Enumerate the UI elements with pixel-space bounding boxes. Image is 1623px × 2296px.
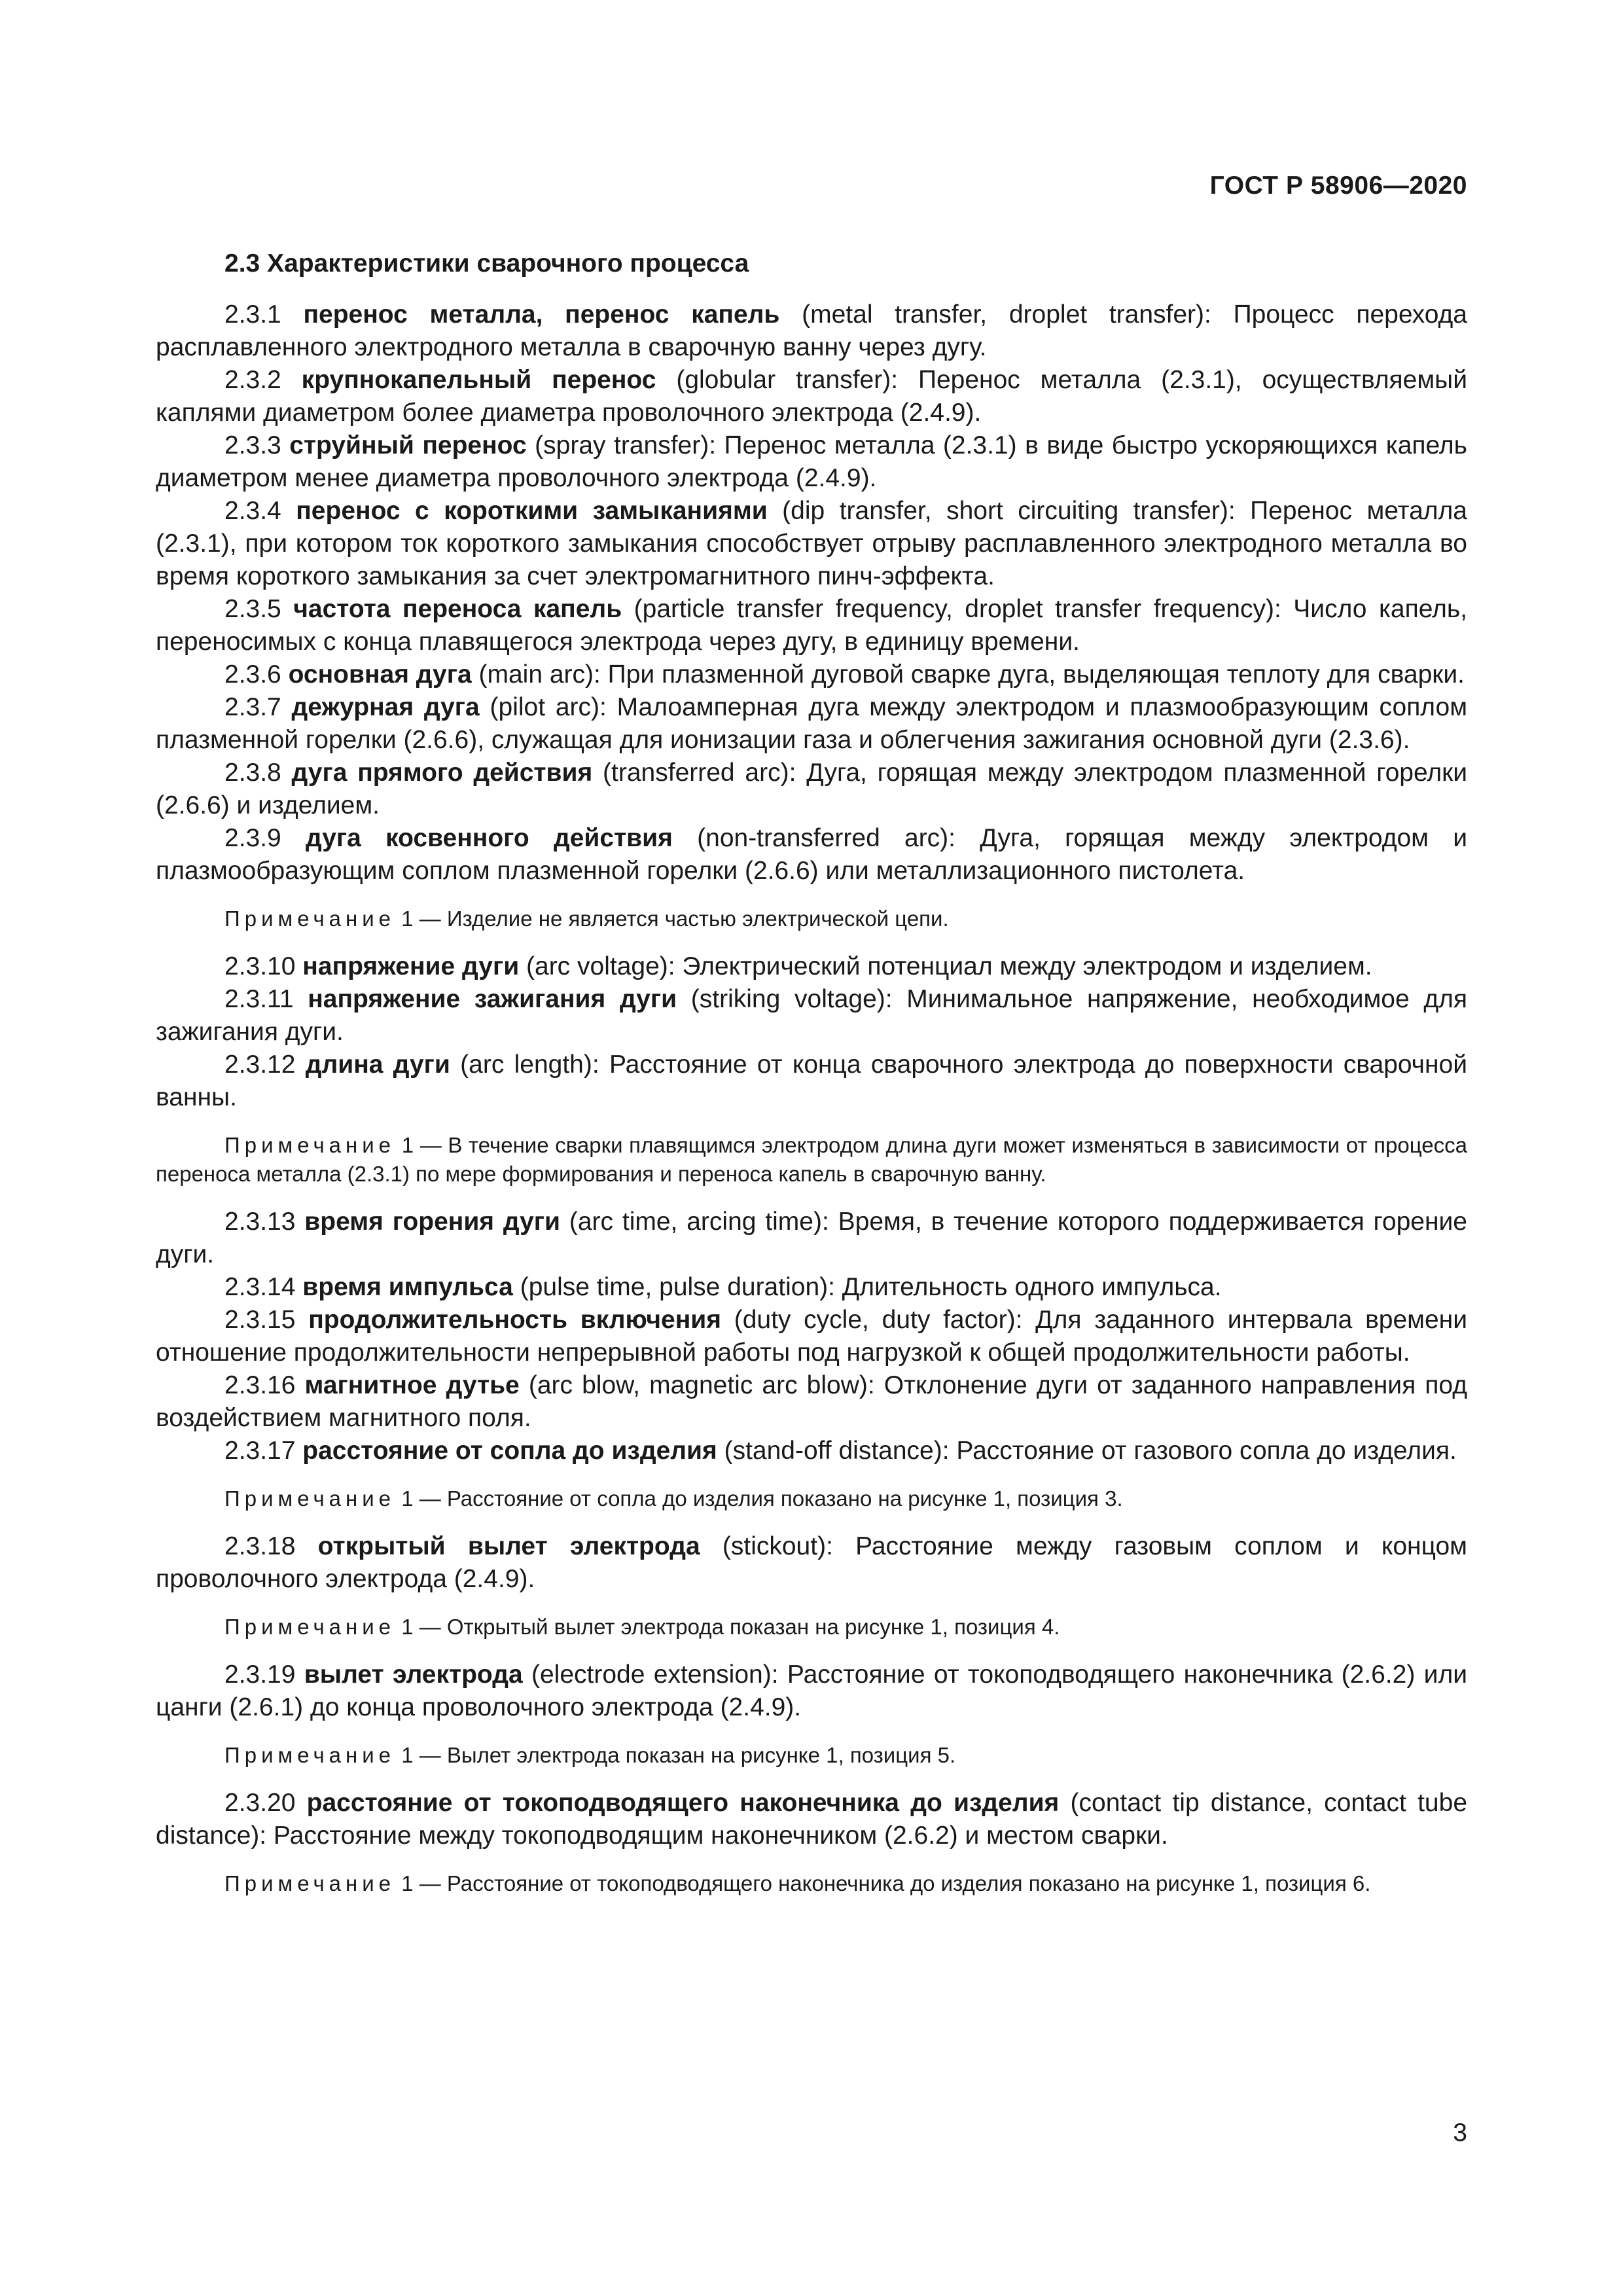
note-text: 1 — Расстояние от сопла до изделия показано на рисунке 1, позиция 3. bbox=[401, 1486, 1123, 1511]
term-name: расстояние от сопла до изделия bbox=[302, 1437, 717, 1465]
note bbox=[156, 1484, 1467, 1513]
term-name: дуга прямого действия bbox=[291, 759, 593, 787]
term-definition: (arc blow, magnetic arc blow): Отклонение дуги от заданного направления под воздействием магнитного поля. bbox=[156, 1371, 1468, 1432]
note-label: Примечание bbox=[224, 1486, 396, 1511]
term-definition: (stickout): Расстояние между газовым соплом и концом проволочного электрода (2.4.9). bbox=[156, 1532, 1467, 1593]
term-definition: (spray transfer): Перенос металла (2.3.1) в виде быстро ускоряющихся капель диаметром менее диаметра проволочного электрода (2.4.9). bbox=[156, 431, 1467, 492]
term-definition: (duty cycle, duty factor): Для заданного интервала времени отношение продолжительности непрерывной работы под нагрузкой к общей продолжительности работы. bbox=[156, 1306, 1467, 1367]
term-name: напряжение дуги bbox=[302, 952, 520, 980]
term-entry bbox=[156, 1435, 1467, 1467]
term-number: 2.3.17 bbox=[224, 1437, 296, 1465]
term-definition: (contact tip distance, contact tube distance): Расстояние между токоподводящим наконечником (2.6.2) и местом сварки. bbox=[156, 1789, 1468, 1850]
term-number: 2.3.3 bbox=[224, 431, 281, 459]
term-name: вылет электрода bbox=[304, 1660, 523, 1689]
term-definition: (arc voltage): Электрический потенциал между электродом и изделием. bbox=[526, 952, 1372, 980]
term-name: струйный перенос bbox=[289, 431, 527, 459]
term-entry bbox=[156, 298, 1467, 364]
term-definition: (pulse time, pulse duration): Длительность одного импульса. bbox=[520, 1273, 1222, 1301]
term-definition: (striking voltage): Минимальное напряжение, необходимое для зажигания дуги. bbox=[156, 985, 1468, 1046]
term-name: время горения дуги bbox=[304, 1208, 561, 1236]
term-entry bbox=[156, 1206, 1467, 1271]
term-number: 2.3.11 bbox=[224, 985, 294, 1013]
note-label: Примечание bbox=[224, 1743, 396, 1767]
term-entry bbox=[156, 495, 1467, 593]
term-entry bbox=[156, 1369, 1467, 1435]
term-entry bbox=[156, 950, 1467, 983]
note bbox=[156, 905, 1467, 933]
term-definition: (arc length): Расстояние от конца сварочного электрода до поверхности сварочной ванны. bbox=[156, 1050, 1468, 1111]
document-page bbox=[156, 0, 1467, 2296]
note bbox=[156, 1613, 1467, 1641]
term-number: 2.3.1 bbox=[224, 300, 281, 329]
note-text: 1 — Расстояние от токоподводящего наконечника до изделия показано на рисунке 1, позиция 6. bbox=[401, 1871, 1371, 1895]
term-name: магнитное дутье bbox=[304, 1371, 520, 1399]
term-definition: (stand-off distance): Расстояние от газового сопла до изделия. bbox=[724, 1437, 1457, 1465]
term-number: 2.3.14 bbox=[224, 1273, 296, 1301]
term-definition: (main arc): При плазменной дуговой сварке дуга, выделяющая теплоту для сварки. bbox=[478, 660, 1465, 689]
term-definition: (dip transfer, short circuiting transfer): Перенос металла (2.3.1), при котором ток короткого замыкания способствует отрыву расплавленного электродного металла во время короткого замыкания за счет электромагнитного пинч-эффекта. bbox=[156, 497, 1467, 590]
term-name: время импульса bbox=[302, 1273, 513, 1301]
term-number: 2.3.16 bbox=[224, 1371, 296, 1399]
document-header: ГОСТ Р 58906—2020 bbox=[1209, 171, 1467, 200]
note-text: 1 — Изделие не является частью электрической цепи. bbox=[401, 906, 949, 931]
term-definition: (transferred arc): Дуга, горящая между электродом плазменной горелки (2.6.6) и изделием. bbox=[156, 759, 1467, 819]
term-number: 2.3.9 bbox=[224, 824, 281, 852]
page-number: 3 bbox=[1453, 2119, 1467, 2147]
note-text: 1 — Открытый вылет электрода показан на рисунке 1, позиция 4. bbox=[401, 1615, 1060, 1639]
term-name: перенос металла, перенос капель bbox=[303, 300, 780, 329]
term-entry bbox=[156, 429, 1467, 495]
term-number: 2.3.10 bbox=[224, 952, 296, 980]
term-number: 2.3.5 bbox=[224, 595, 281, 623]
term-number: 2.3.15 bbox=[224, 1306, 296, 1334]
term-number: 2.3.19 bbox=[224, 1660, 296, 1689]
term-name: основная дуга bbox=[288, 660, 472, 689]
term-number: 2.3.20 bbox=[224, 1789, 296, 1817]
term-definition: (arc time, arcing time): Время, в течение которого поддерживается горение дуги. bbox=[156, 1208, 1467, 1268]
term-number: 2.3.8 bbox=[224, 759, 281, 787]
note-label: Примечание bbox=[224, 1615, 396, 1639]
term-entry bbox=[156, 1787, 1467, 1852]
term-name: расстояние от токоподводящего наконечника до изделия bbox=[306, 1789, 1060, 1817]
term-entry bbox=[156, 1049, 1467, 1114]
note bbox=[156, 1131, 1467, 1189]
note bbox=[156, 1741, 1467, 1770]
term-name: длина дуги bbox=[305, 1050, 450, 1079]
term-entry bbox=[156, 658, 1467, 691]
term-name: перенос с короткими замыканиями bbox=[296, 497, 768, 525]
term-entry bbox=[156, 983, 1467, 1049]
note-label: Примечание bbox=[224, 1133, 396, 1157]
term-number: 2.3.18 bbox=[224, 1532, 296, 1560]
section-title: 2.3 Характеристики сварочного процесса bbox=[224, 249, 749, 278]
term-name: дежурная дуга bbox=[291, 693, 480, 721]
term-name: открытый вылет электрода bbox=[317, 1532, 700, 1560]
term-entry bbox=[156, 1530, 1467, 1596]
term-number: 2.3.7 bbox=[224, 693, 281, 721]
term-name: продолжительность включения bbox=[308, 1306, 721, 1334]
term-entry bbox=[156, 1304, 1467, 1369]
term-name: крупнокапельный перенос bbox=[301, 366, 656, 394]
term-entry bbox=[156, 593, 1467, 658]
note-label: Примечание bbox=[224, 906, 396, 931]
term-definition: (particle transfer frequency, droplet transfer frequency): Число капель, переносимых с конца плавящегося электрода через дугу, в единицу времени. bbox=[156, 595, 1467, 656]
note-label: Примечание bbox=[224, 1871, 396, 1895]
term-entry bbox=[156, 822, 1467, 888]
term-number: 2.3.12 bbox=[224, 1050, 296, 1079]
term-number: 2.3.6 bbox=[224, 660, 281, 689]
term-name: частота переноса капель bbox=[293, 595, 622, 623]
term-entry bbox=[156, 1271, 1467, 1304]
term-number: 2.3.2 bbox=[224, 366, 281, 394]
term-number: 2.3.13 bbox=[224, 1208, 296, 1236]
note-text: 1 — В течение сварки плавящимся электродом длина дуги может изменяться в зависимости от процесса переноса металла (2.3.1) по мере формирования и переноса капель в сварочную ванну. bbox=[156, 1133, 1467, 1186]
term-entry bbox=[156, 364, 1467, 429]
term-entry bbox=[156, 757, 1467, 822]
note-text: 1 — Вылет электрода показан на рисунке 1, позиция 5. bbox=[401, 1743, 956, 1767]
term-definition: (globular transfer): Перенос металла (2.3.1), осуществляемый каплями диаметром более диаметра проволочного электрода (2.4.9). bbox=[156, 366, 1467, 427]
term-definition: (electrode extension): Расстояние от токоподводящего наконечника (2.6.2) или цанги (2.6.1) до конца проволочного электрода (2.4.9). bbox=[156, 1660, 1467, 1721]
term-number: 2.3.4 bbox=[224, 497, 281, 525]
term-entry bbox=[156, 691, 1467, 757]
term-name: дуга косвенного действия bbox=[306, 824, 673, 852]
term-definition: (non-transferred arc): Дуга, горящая между электродом и плазмообразующим соплом плазменной горелки (2.6.6) или металлизационного пистолета. bbox=[156, 824, 1467, 885]
section-content bbox=[156, 247, 1467, 1915]
term-name: напряжение зажигания дуги bbox=[308, 985, 677, 1013]
term-definition: (pilot arc): Малоамперная дуга между электродом и плазмообразующим соплом плазменной горелки (2.6.6), служащая для ионизации газа и облегчения зажигания основной дуги (2.3.6). bbox=[156, 693, 1468, 754]
term-definition: (metal transfer, droplet transfer): Процесс перехода расплавленного электродного металла в сварочную ванну через дугу. bbox=[156, 300, 1467, 361]
term-entry bbox=[156, 1659, 1467, 1724]
note bbox=[156, 1869, 1467, 1898]
